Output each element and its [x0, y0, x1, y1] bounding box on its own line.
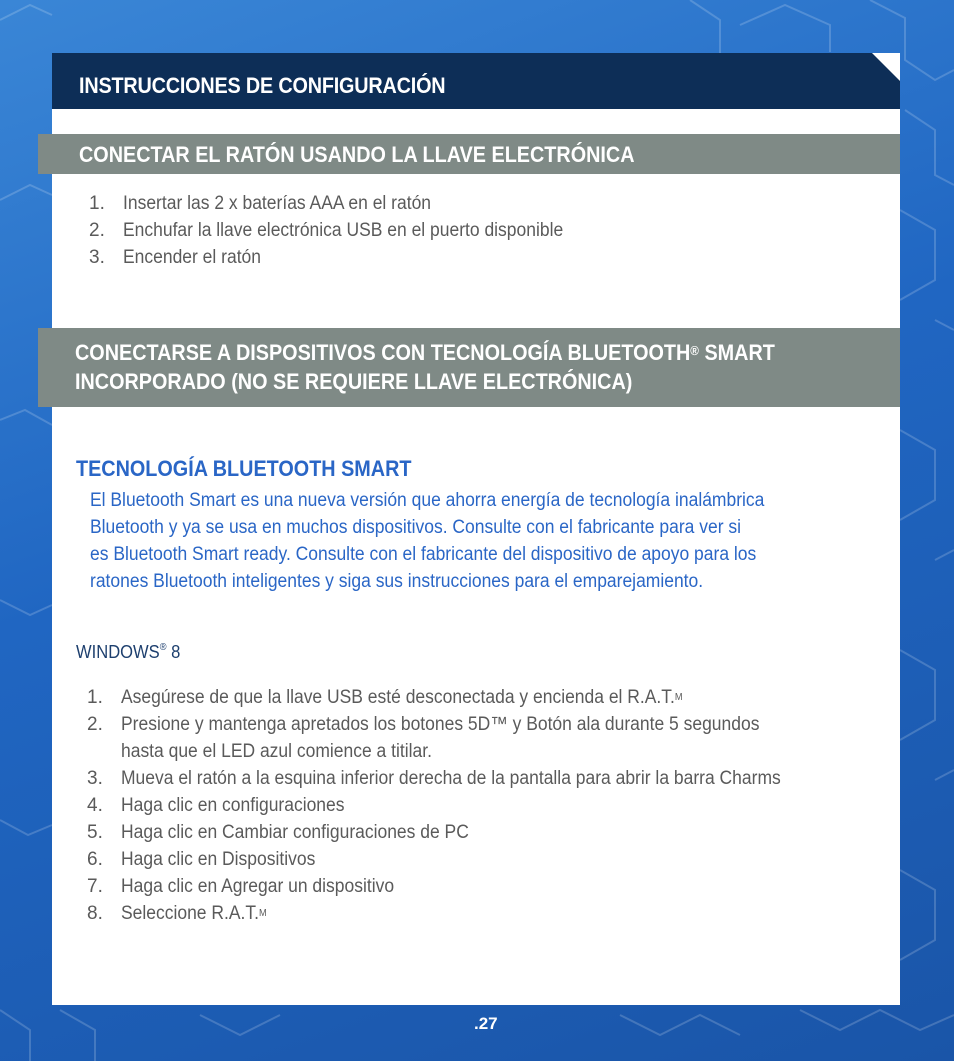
heading-line-1: CONECTARSE A DISPOSITIVOS CON TECNOLOGÍA BLUETOOTH	[75, 340, 691, 365]
registered-mark: ®	[690, 343, 699, 358]
step-number: 6.	[87, 849, 103, 870]
windows-label	[76, 642, 180, 663]
paragraph-line: es Bluetooth Smart ready. Consulte con el fabricante del dispositivo de apoyo para los	[90, 544, 757, 565]
section-heading-dongle: CONECTAR EL RATÓN USANDO LA LLAVE ELECTRÓNICA	[79, 142, 635, 167]
section-heading-bluetooth	[75, 338, 775, 396]
paragraph-line: El Bluetooth Smart es una nueva versión que ahorra energía de tecnología inalámbrica	[90, 490, 765, 511]
step-text	[121, 900, 844, 927]
heading-line-2: INCORPORADO (NO SE REQUIERE LLAVE ELECTRÓNICA)	[75, 369, 633, 394]
step-number: 2.	[87, 714, 103, 735]
registered-mark: ®	[159, 642, 167, 653]
os-name: WINDOWS	[76, 642, 160, 662]
windows-steps-list	[87, 684, 907, 927]
list-item	[87, 711, 907, 765]
step-number: 7.	[87, 876, 103, 897]
superscript-mark: M	[258, 908, 267, 919]
bluetooth-subheading: TECNOLOGÍA BLUETOOTH SMART	[76, 456, 412, 481]
list-item	[87, 684, 907, 711]
list-item	[87, 819, 907, 846]
superscript-mark: M	[674, 692, 683, 703]
bluetooth-paragraph	[90, 487, 920, 595]
step-number: 2.	[89, 220, 105, 241]
step-number: 8.	[87, 903, 103, 924]
page-number: .27	[474, 1014, 498, 1033]
heading-line-1-end: SMART	[698, 340, 775, 365]
step-text: Haga clic en Dispositivos	[121, 849, 316, 870]
list-item	[89, 244, 789, 271]
list-item	[87, 765, 907, 792]
step-text: Haga clic en Agregar un dispositivo	[121, 876, 395, 897]
step-number: 4.	[87, 795, 103, 816]
step-text-main: Seleccione R.A.T.	[121, 903, 259, 924]
step-text: Haga clic en configuraciones	[121, 795, 345, 816]
paragraph-line: ratones Bluetooth inteligentes y siga sus instrucciones para el emparejamiento.	[90, 571, 704, 592]
paragraph-line: Bluetooth y ya se usa en muchos dispositivos. Consulte con el fabricante para ver si	[90, 517, 742, 538]
dongle-steps-list	[89, 190, 789, 271]
step-number: 5.	[87, 822, 103, 843]
step-number: 1.	[89, 193, 105, 214]
step-text: Mueva el ratón a la esquina inferior derecha de la pantalla para abrir la barra Charms	[121, 768, 781, 789]
step-text-continued: hasta que el LED azul comience a titilar.	[121, 741, 432, 762]
step-number: 1.	[87, 687, 103, 708]
list-item	[89, 190, 789, 217]
step-text	[121, 684, 844, 711]
page-title: INSTRUCCIONES DE CONFIGURACIÓN	[79, 73, 446, 98]
step-number: 3.	[89, 247, 105, 268]
step-number: 3.	[87, 768, 103, 789]
step-text: Presione y mantenga apretados los botones 5D™ y Botón ala durante 5 segundos	[121, 714, 760, 735]
step-text: Enchufar la llave electrónica USB en el puerto disponible	[123, 220, 564, 241]
list-item	[87, 846, 907, 873]
list-item	[87, 792, 907, 819]
os-version: 8	[166, 642, 181, 662]
title-bar	[52, 53, 900, 109]
step-text: Encender el ratón	[123, 247, 261, 268]
section-bar-dongle	[38, 134, 900, 174]
section-bar-bluetooth	[38, 328, 900, 407]
step-text: Insertar las 2 x baterías AAA en el ratón	[123, 193, 432, 214]
step-text: Haga clic en Cambiar configuraciones de PC	[121, 822, 469, 843]
list-item	[87, 873, 907, 900]
step-text-main: Asegúrese de que la llave USB esté desconectada y encienda el R.A.T.	[121, 687, 675, 708]
list-item	[89, 217, 789, 244]
list-item	[87, 900, 907, 927]
